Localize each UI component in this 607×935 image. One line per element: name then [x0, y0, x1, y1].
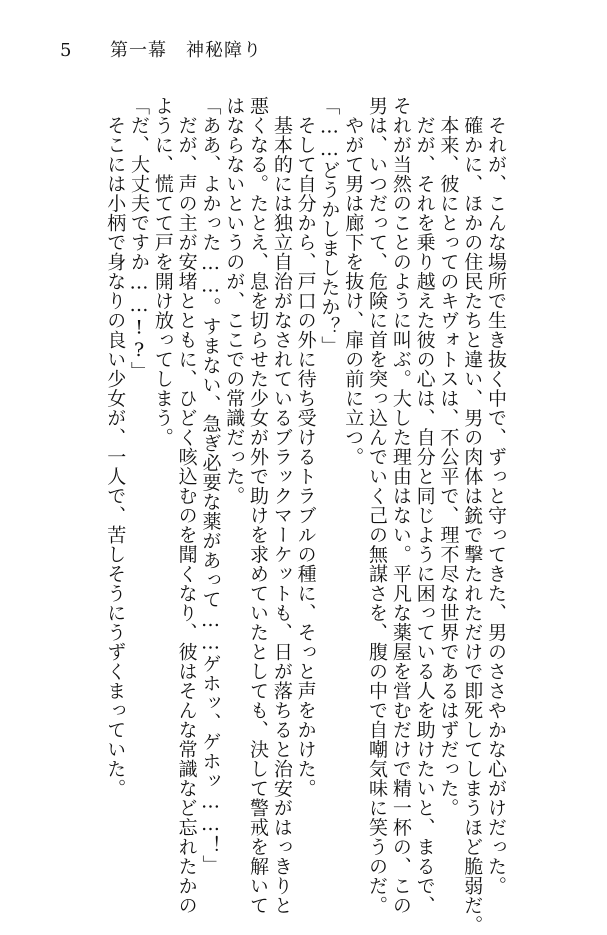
text-line: それが、こんな場所で生き抜く中で、ずっと守ってきた、男のささやかな心がけだった。 [485, 96, 507, 896]
page-number: 5 [60, 40, 72, 61]
text-line: 基本的には独立自治がなされているブラックマーケットも、日が落ちると治安がはっきりと [270, 96, 293, 915]
text-line: それが当然のことのように叫ぶ。大した理由はない。平凡な薬屋を営むだけで精一杯の、この [389, 96, 412, 915]
dialogue-line: 「だ、大丈夫ですか……!?」 [128, 96, 151, 381]
dialogue-line: 「……どうかしましたか？」 [318, 96, 341, 356]
text-line: だが、声の主が安堵とともに、ひどく咳込むのを聞くなり、彼はそんな常識など忘れたかの [175, 96, 198, 915]
page-header [0, 36, 607, 76]
text-line: だが、それを乗り越えた彼の心は、自分と同じように困っている人を助けたいと、まるで、 [413, 96, 436, 915]
text-line: やがて男は廊下を抜け、扉の前に立つ。 [342, 96, 365, 467]
text-line: ように、慌てて戸を開け放ってしまう。 [151, 96, 174, 447]
text-line: そこには小柄で身なりの良い少女が、一人で、苦しそうにうずくまっていた。 [104, 96, 127, 798]
text-line: 確かに、ほかの住民たちと違い、男の肉体は銃で撃たれただけで即死してしまうほど脆弱だ。 [461, 96, 484, 935]
text-line: はならないというのが、ここでの常識だった。 [223, 96, 246, 506]
text-line: 本来、彼にとってのキヴォトスは、不公平で、理不尽な世界であるはずだった。 [437, 96, 460, 818]
chapter-title: 第一幕 神秘障り [110, 40, 262, 61]
dialogue-line: 「ああ、よかった……。すまない、急ぎ必要な薬があって……ゲホッ、ゲホッ……！」 [199, 96, 222, 875]
text-line: 男は、いつだって、危険に首を突っ込んでいく己の無謀さを、腹の中で自嘲気味に笑うのだ。 [366, 96, 389, 915]
text-line: そして自分から、戸口の外に待ち受けるトラブルの種に、そっと声をかけた。 [294, 96, 317, 798]
text-line: 悪くなる。たとえ、息を切らせた少女が外で助けを求めていたとしても、決して警戒を解いて [247, 96, 270, 915]
body-text [102, 96, 507, 935]
